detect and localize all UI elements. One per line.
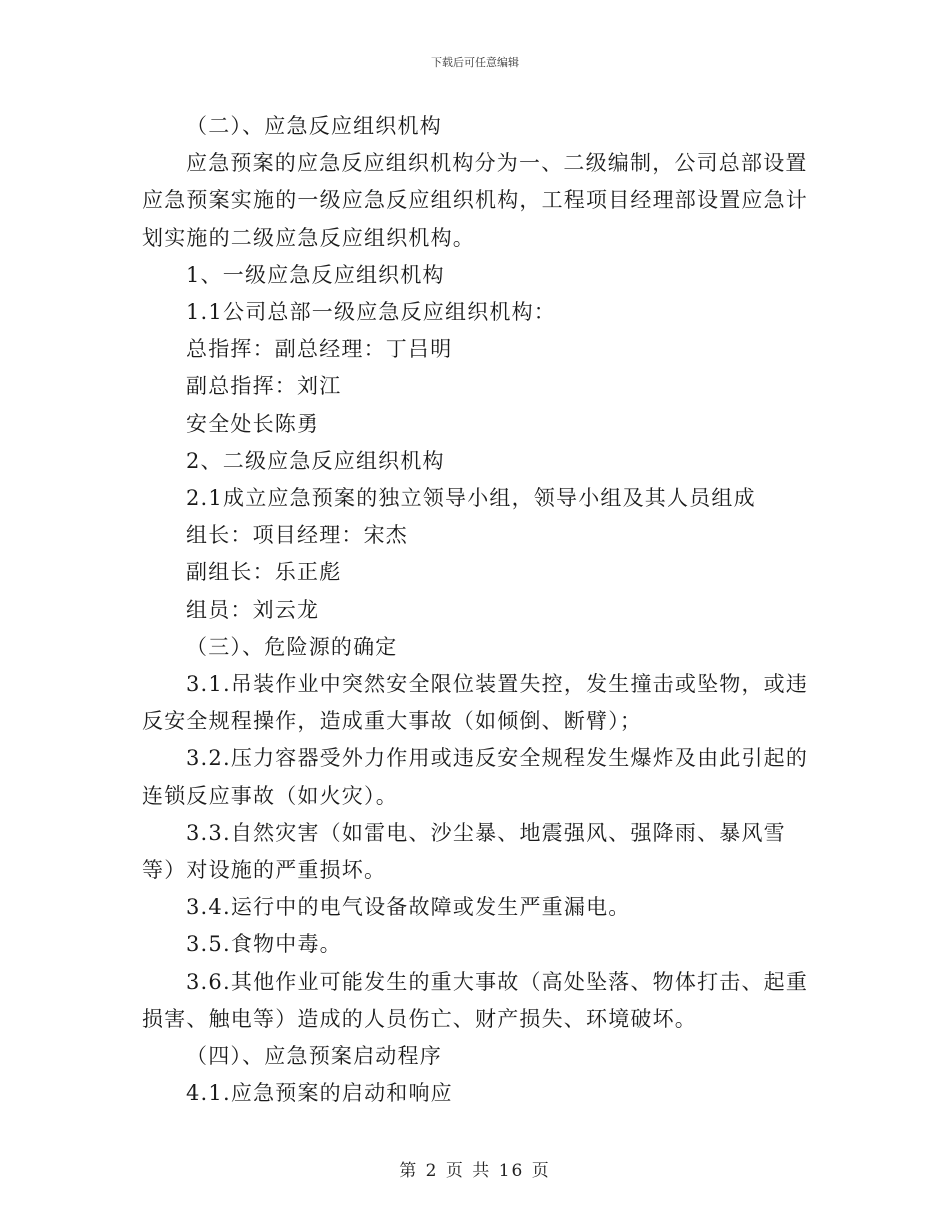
text-line: （二）、应急反应组织机构 bbox=[186, 114, 442, 138]
text-line: 1.1公司总部一级应急反应组织机构： bbox=[186, 300, 556, 325]
page-footer: 第 2 页 共 16 页 bbox=[399, 1161, 551, 1181]
text-line: 组员：刘云龙 bbox=[186, 597, 320, 622]
text-line: 组长：项目经理：宋杰 bbox=[186, 523, 408, 548]
text-line: （三）、危险源的确定 bbox=[186, 634, 398, 659]
text-line: 损害、触电等）造成的人员伤亡、财产损失、环境破坏。 bbox=[142, 1006, 697, 1031]
text-line: 总指挥：副总经理：丁吕明 bbox=[186, 337, 453, 362]
text-line: 3.2.压力容器受外力作用或违反安全规程发生爆炸及由此引起的 bbox=[186, 746, 809, 771]
text-line: （四）、应急预案启动程序 bbox=[186, 1044, 442, 1069]
text-line: 2、二级应急反应组织机构 bbox=[186, 448, 445, 473]
text-line: 安全处长陈勇 bbox=[186, 411, 320, 436]
text-line: 3.3.自然灾害（如雷电、沙尘暴、地震强风、强降雨、暴风雪 bbox=[186, 820, 786, 845]
text-line: 3.5.食物中毒。 bbox=[186, 932, 342, 957]
text-line: 应急预案的应急反应组织机构分为一、二级编制，公司总部设置 bbox=[186, 151, 808, 176]
text-line: 副总指挥：刘江 bbox=[186, 374, 342, 399]
text-line: 划实施的二级应急反应组织机构。 bbox=[142, 225, 475, 250]
document-body bbox=[142, 108, 809, 1112]
text-line: 副组长：乐正彪 bbox=[186, 560, 342, 585]
page-header: 下载后可任意编辑 bbox=[431, 56, 519, 69]
text-line: 3.4.运行中的电气设备故障或发生严重漏电。 bbox=[186, 895, 631, 920]
text-line: 连锁反应事故（如火灾）。 bbox=[142, 783, 398, 808]
text-line: 3.1.吊装作业中突然安全限位装置失控，发生撞击或坠物，或违 bbox=[186, 672, 809, 697]
text-line: 等）对设施的严重损坏。 bbox=[142, 858, 387, 883]
text-line: 2.1成立应急预案的独立领导小组，领导小组及其人员组成 bbox=[186, 486, 756, 511]
text-line: 应急预案实施的一级应急反应组织机构，工程项目经理部设置应急计 bbox=[142, 188, 808, 213]
text-line: 4.1.应急预案的启动和响应 bbox=[186, 1081, 453, 1106]
text-line: 3.6.其他作业可能发生的重大事故（高处坠落、物体打击、起重 bbox=[186, 969, 809, 994]
text-line: 1、一级应急反应组织机构 bbox=[186, 262, 445, 287]
text-line: 反安全规程操作，造成重大事故（如倾倒、断臂）； bbox=[142, 709, 643, 734]
